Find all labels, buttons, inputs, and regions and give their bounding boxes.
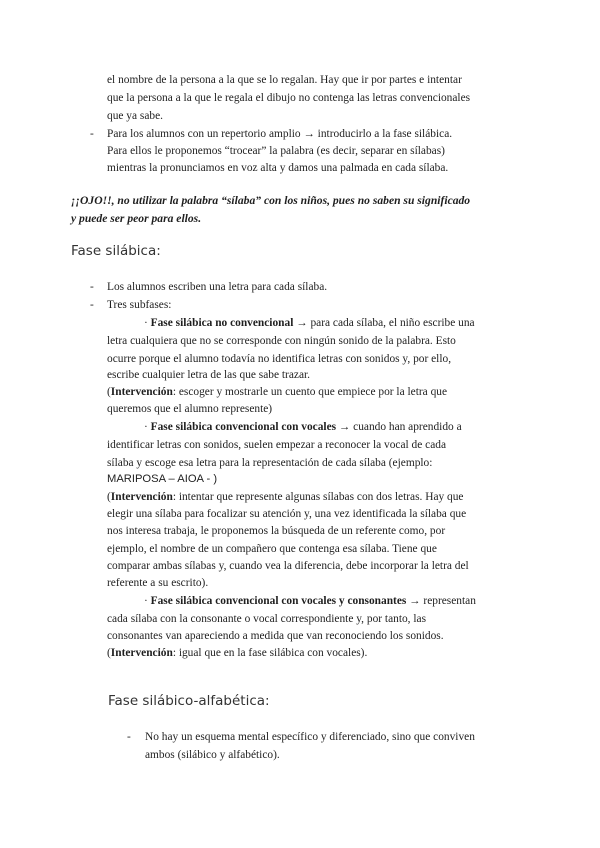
intervention-text: : intentar que represente algunas sílabas con dos letras. Hay que <box>172 491 464 503</box>
bullet-marker: - <box>90 281 94 293</box>
bullet-text: Tres subfases: <box>107 299 172 311</box>
paragraph-line: queremos que el alumno represente) <box>107 403 273 415</box>
paragraph-line: que la persona a la que le regala el dibujo no contenga las letras convencionales <box>107 92 471 104</box>
intervention-line: (Intervención: intentar que represente algunas sílabas con dos letras. Hay que <box>107 491 464 503</box>
paragraph-line: escribe cualquier letra de las que sabe trazar. <box>107 369 311 381</box>
paragraph-line: comparar ambas sílabas y, cuando vea la diferencia, debe incorporar la letra del <box>107 560 469 572</box>
intervention-label: Intervención <box>110 386 173 398</box>
paragraph-line: ambos (silábico y alfabético). <box>145 749 280 761</box>
paragraph-line: elegir una sílaba para focalizar su atención y, una vez identificada la sílaba que <box>107 508 467 520</box>
paragraph-line: nos interesa trabaja, le proponemos la búsqueda de un referente como, por <box>107 525 446 537</box>
bullet-text: Los alumnos escriben una letra para cada sílaba. <box>107 281 328 293</box>
bullet-marker: - <box>90 299 94 311</box>
bullet-marker: - <box>90 128 94 140</box>
intervention-text: : igual que en la fase silábica con vocales). <box>172 647 368 659</box>
subfase-title: Fase silábica convencional con vocales y consonantes <box>150 595 407 607</box>
section-heading: Fase silábico-alfabética: <box>108 693 270 709</box>
paragraph-line: letra cualquiera que no se corresponde con ningún sonido de la palabra. Esto <box>107 335 456 347</box>
paragraph-line: referente a su escrito). <box>107 577 209 589</box>
paragraph-line: Para ellos le proponemos “trocear” la palabra (es decir, separar en sílabas) <box>107 145 445 157</box>
paragraph-line: sílaba y escoge esa letra para la representación de cada sílaba (ejemplo: <box>107 457 433 469</box>
paragraph-line: ejemplo, el nombre de un compañero que contenga esa sílaba. Tiene que <box>107 543 437 555</box>
paragraph-line: Para los alumnos con un repertorio amplio → introducirlo a la fase silábica. <box>107 128 453 140</box>
example-line: MARIPOSA – AIOA - ) <box>107 473 218 485</box>
paragraph-line: el nombre de la persona a la que se lo regalan. Hay que ir por partes e intentar <box>107 74 462 86</box>
subfase-marker: · <box>144 317 148 329</box>
paragraph-line: No hay un esquema mental específico y diferenciado, sino que conviven <box>145 731 475 743</box>
paragraph-line: consonantes van apareciendo a medida que van reconociendo los sonidos. <box>107 630 444 642</box>
intervention-line: (Intervención: escoger y mostrarle un cuento que empiece por la letra que <box>107 386 448 398</box>
subfase-text: → cuando han aprendido a <box>336 421 462 433</box>
paragraph-line: mientras la pronunciamos en voz alta y damos una palmada en cada sílaba. <box>107 162 449 174</box>
subfase-heading-line <box>144 315 475 331</box>
paragraph-line: cada sílaba con la consonante o vocal correspondiente y, por tanto, las <box>107 613 427 625</box>
intervention-line: (Intervención: igual que en la fase silábica con vocales). <box>107 647 368 659</box>
intervention-label: Intervención <box>110 491 173 503</box>
subfase-title: Fase silábica convencional con vocales <box>150 421 337 433</box>
intervention-label: Intervención <box>110 647 173 659</box>
subfase-marker: · <box>144 595 148 607</box>
subfase-heading-line <box>144 419 462 435</box>
subfase-text: → para cada sílaba, el niño escribe una <box>293 317 475 329</box>
paragraph-line: ocurre porque el alumno todavía no identifica letras con sonidos y, por ello, <box>107 353 452 365</box>
warning-line: y puede ser peor para ellos. <box>71 212 202 225</box>
subfase-marker: · <box>144 421 148 433</box>
paragraph-line: que ya sabe. <box>107 110 163 122</box>
subfase-title: Fase silábica no convencional <box>150 317 294 329</box>
warning-line: ¡¡OJO!!, no utilizar la palabra “sílaba” con los niños, pues no saben su significado <box>71 194 471 207</box>
paragraph-line: identificar letras con sonidos, suelen empezar a reconocer la vocal de cada <box>107 439 447 451</box>
subfase-heading-line <box>144 593 476 609</box>
intervention-text: : escoger y mostrarle un cuento que empiece por la letra que <box>172 386 448 398</box>
bullet-marker: - <box>127 731 131 743</box>
subfase-text: → representan <box>406 595 476 607</box>
section-heading: Fase silábica: <box>71 243 161 259</box>
